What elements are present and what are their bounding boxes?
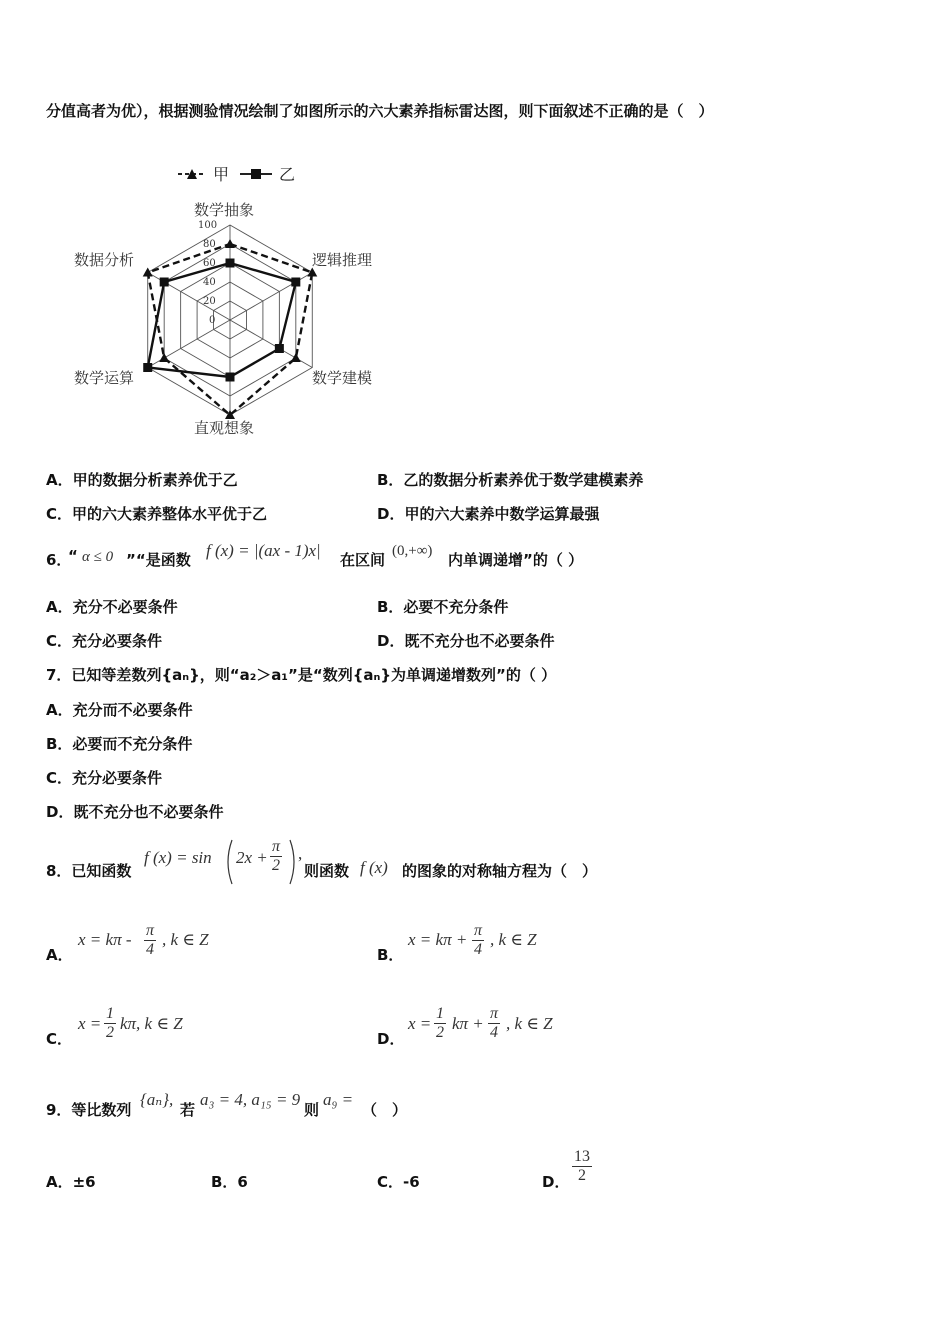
series-0-point-5: [143, 268, 153, 277]
q8-c-frac-num: 1: [106, 1005, 114, 1022]
q7-option-a[interactable]: A．充分而不必要条件: [46, 701, 193, 719]
axis-label-analysis: 数据分析: [74, 251, 135, 269]
q9-sequence: {aₙ},: [140, 1090, 174, 1109]
q8-option-d-frac2: [488, 1005, 500, 1042]
question-intro: 分值高者为优），根据测验情况绘制了如图所示的六大素养指标雷达图，则下面叙述不正确的是（ ）: [46, 102, 714, 120]
series-0-point-2: [291, 353, 301, 362]
q8-option-b-label[interactable]: B．: [377, 946, 404, 964]
q6-condition: α ≤ 0: [82, 549, 114, 565]
q8-b-frac-den: 4: [474, 941, 482, 958]
radar-legend: [178, 165, 295, 184]
q8-frac-pi-2: [270, 838, 282, 875]
q8-option-d-label[interactable]: D．: [377, 1030, 405, 1048]
q7-option-b[interactable]: B．必要而不充分条件: [46, 735, 193, 753]
series-0-point-4: [159, 353, 169, 362]
q8-option-d-right: , k ∈ Z: [506, 1014, 553, 1033]
q8-function: f (x) = sin: [144, 848, 212, 867]
q8-left-paren: [222, 838, 234, 886]
q8-d-frac1-num: 1: [436, 1005, 444, 1022]
tick-80: 80: [203, 239, 216, 250]
q8-option-a-left: x = kπ -: [78, 930, 132, 949]
axis-line-2: [230, 320, 312, 368]
series-1-point-0: [226, 259, 235, 268]
series-1-point-4: [143, 363, 152, 372]
axis-label-abstract: 数学抽象: [194, 201, 255, 219]
q6-stem-mid: ”“是函数: [126, 551, 191, 569]
q6-function: f (x) = |(ax - 1)x|: [206, 541, 321, 560]
q8-d-frac1-den: 2: [436, 1024, 444, 1041]
legend-jia: 甲: [213, 165, 230, 184]
q7-stem: 7．已知等差数列{aₙ}，则“a₂＞a₁”是“数列{aₙ}为单调递增数列”的（ ）: [46, 666, 557, 684]
q8-option-c-left: x =: [78, 1014, 102, 1033]
legend-yi: 乙: [279, 165, 296, 184]
q8-option-b-right: , k ∈ Z: [490, 930, 537, 949]
q6-option-d[interactable]: D．既不充分也不必要条件: [377, 632, 555, 650]
q8-stem-mid: 则函数: [304, 862, 350, 880]
series-0-point-0: [225, 239, 235, 248]
q9-ze: 则: [304, 1101, 320, 1119]
q7-option-d[interactable]: D．既不充分也不必要条件: [46, 803, 224, 821]
q8-option-c-label[interactable]: C．: [46, 1030, 73, 1048]
q6-open-quote: “: [68, 547, 78, 565]
tick-100: 100: [198, 220, 218, 231]
q8-a-frac-den: 4: [146, 941, 154, 958]
q8-a-frac-num: π: [146, 922, 155, 939]
q9-option-b[interactable]: B．6: [211, 1173, 248, 1191]
series-1-point-5: [160, 278, 169, 287]
q8-frac-den: 2: [272, 857, 280, 874]
tick-0: 0: [209, 315, 216, 326]
q8-function-2: f (x): [360, 858, 388, 877]
axis-label-modeling: 数学建模: [312, 369, 373, 387]
q6-number: 6．: [46, 551, 72, 569]
q8-c-frac-den: 2: [106, 1024, 114, 1041]
q8-option-c-right: kπ, k ∈ Z: [120, 1014, 183, 1033]
tick-20: 20: [203, 296, 216, 307]
axis-label-logic: 逻辑推理: [312, 251, 373, 269]
q9-option-d-label[interactable]: D．: [542, 1173, 570, 1191]
axis-line-4: [148, 320, 230, 368]
axis-label-operation: 数学运算: [74, 369, 135, 387]
q9-paren: （ ）: [362, 1101, 408, 1119]
q9-stem-pre: 9．等比数列: [46, 1101, 132, 1119]
series-1-point-3: [226, 373, 235, 382]
q8-option-b-left: x = kπ +: [408, 930, 468, 949]
q8-stem-pre: 8．已知函数: [46, 862, 132, 880]
q8-frac-num: π: [272, 838, 281, 855]
q6-option-b[interactable]: B．必要不充分条件: [377, 598, 509, 616]
radar-chart: [60, 155, 400, 445]
q8-option-a-right: , k ∈ Z: [162, 930, 209, 949]
q6-interval: (0,+∞): [392, 543, 433, 559]
q5-option-b[interactable]: B．乙的数据分析素养优于数学建模素养: [377, 471, 644, 489]
q8-stem-tail: 的图象的对称轴方程为（ ）: [402, 862, 598, 880]
q8-option-b-frac: [472, 922, 484, 959]
q9-option-a[interactable]: A．±6: [46, 1173, 96, 1191]
q8-option-d-mid: kπ +: [452, 1014, 484, 1033]
legend-square-icon: [251, 169, 261, 179]
q8-option-d-frac1: [434, 1005, 446, 1042]
q5-option-c[interactable]: C．甲的六大素养整体水平优于乙: [46, 505, 268, 523]
q9-option-d-frac: [572, 1148, 592, 1185]
q8-d-frac2-den: 4: [490, 1024, 498, 1041]
q8-d-frac2-num: π: [490, 1005, 499, 1022]
q8-option-a-label[interactable]: A．: [46, 946, 73, 964]
q9-ruo: 若: [180, 1101, 196, 1119]
q8-option-a-frac: [144, 922, 156, 959]
series-1-point-2: [275, 344, 284, 353]
q6-stem-zai: 在区间: [340, 551, 386, 569]
tick-60: 60: [203, 258, 216, 269]
q6-option-c[interactable]: C．充分必要条件: [46, 632, 163, 650]
q9-condition: a₃ = 4, a₁₅ = 9: [200, 1090, 301, 1109]
axis-label-intuition: 直观想象: [194, 419, 255, 437]
q9-ask: a₉ =: [323, 1090, 354, 1109]
q6-option-a[interactable]: A．充分不必要条件: [46, 598, 178, 616]
q5-option-d[interactable]: D．甲的六大素养中数学运算最强: [377, 505, 600, 523]
q8-comma: ,: [298, 844, 303, 863]
q9-d-frac-den: 2: [578, 1167, 586, 1184]
q8-option-c-frac: [104, 1005, 116, 1042]
q9-d-frac-num: 13: [574, 1148, 590, 1165]
q9-option-c[interactable]: C．-6: [377, 1173, 420, 1191]
tick-40: 40: [203, 277, 216, 288]
q7-option-c[interactable]: C．充分必要条件: [46, 769, 163, 787]
series-1-point-1: [291, 278, 300, 287]
q6-stem-tail: 内单调递增”的（ ）: [448, 551, 584, 569]
q5-option-a[interactable]: A．甲的数据分析素养优于乙: [46, 471, 238, 489]
q8-paren-inner: 2x +: [236, 848, 268, 867]
q8-option-d-left: x =: [408, 1014, 432, 1033]
series-line-1: [148, 263, 296, 377]
q8-b-frac-num: π: [474, 922, 483, 939]
